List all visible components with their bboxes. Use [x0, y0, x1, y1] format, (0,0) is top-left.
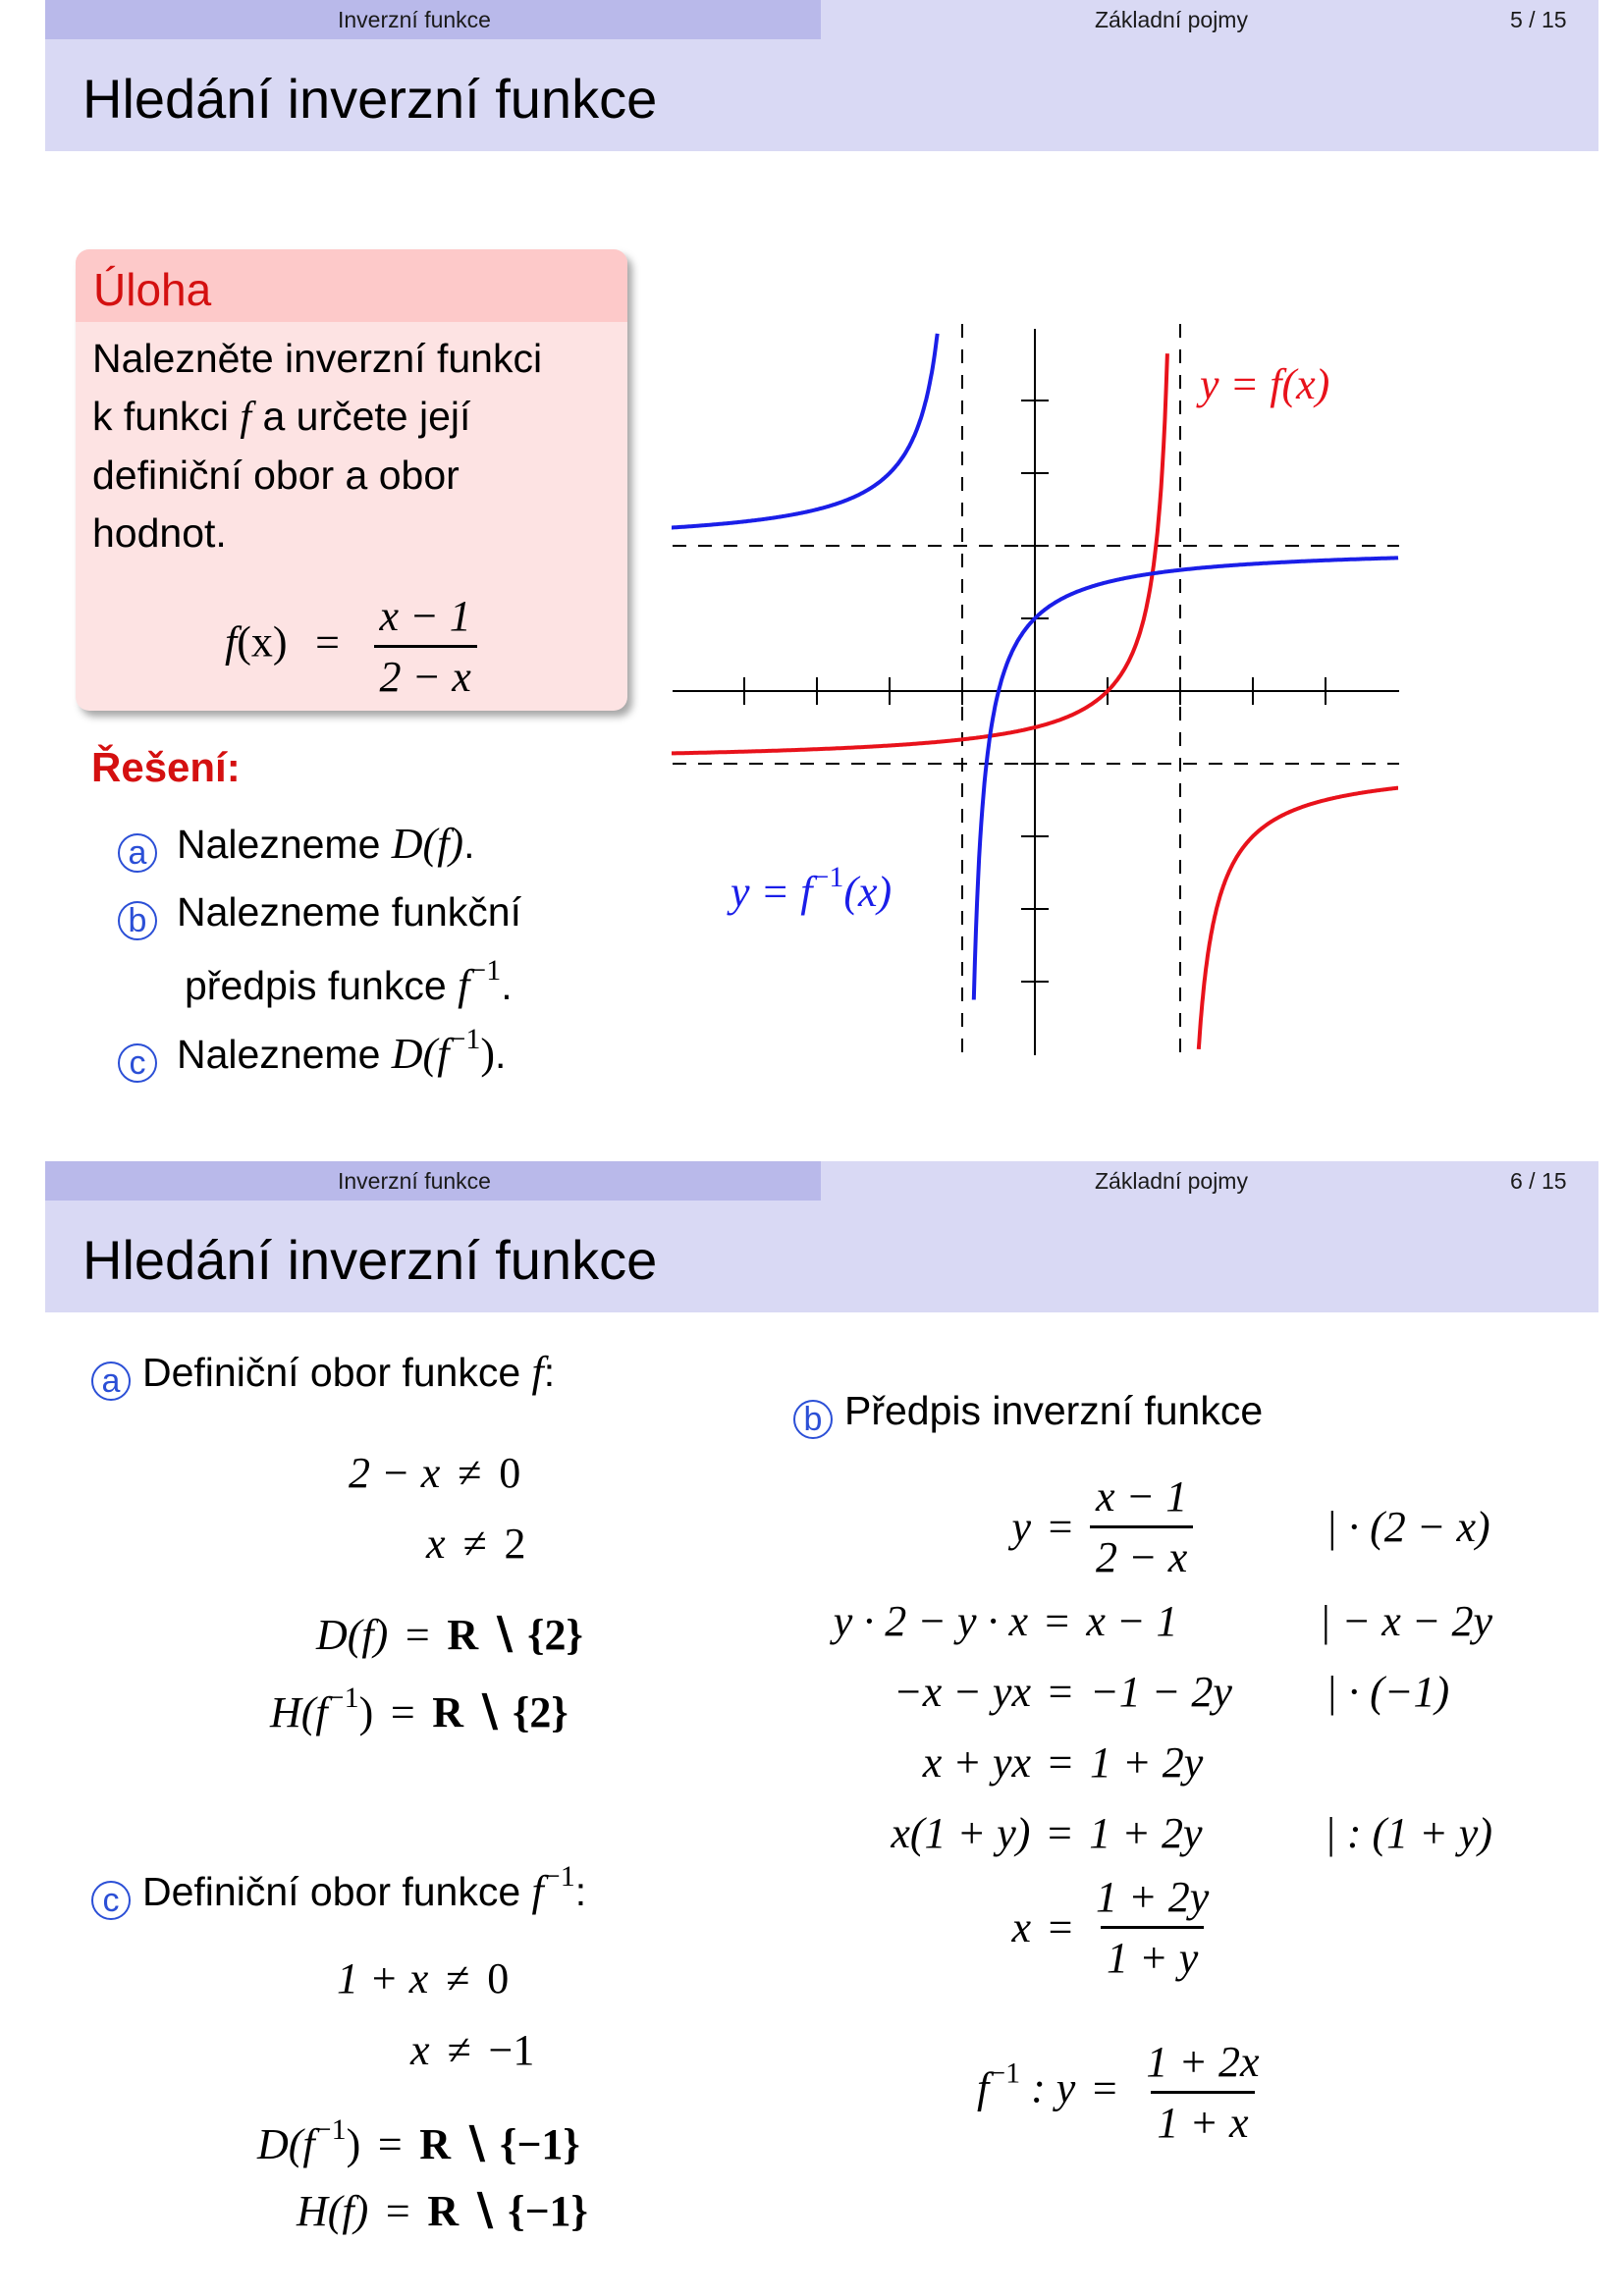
- derivation-row: x = $\frac{1 + 2y}{1 + y}$: [1011, 1872, 1210, 1982]
- part-a-range: $H(f^{-1}) = R$ ∖ {2}: [270, 1682, 568, 1736]
- marker-c-icon: c: [91, 1881, 131, 1920]
- curve-f-left-branch: [672, 353, 1167, 753]
- task-line-4: hodnot.: [92, 510, 227, 556]
- header-subsection: Základní pojmy: [1095, 1168, 1248, 1194]
- part-c-domain: $D(f^{-1}) = R$ ∖ {−1}: [257, 2113, 580, 2168]
- task-formula: f(x) = $\frac{x - 1}{2 - x}$: [225, 591, 483, 702]
- derivation-row: x(1 + y) = 1 + 2y | : (1 + y): [891, 1808, 1492, 1857]
- part-c-eq1: 1 + x ≠ 0: [337, 1954, 510, 2002]
- curve-finv-left-branch: [672, 334, 938, 528]
- label-finv: $y = f^{-1}(x)$: [731, 861, 893, 916]
- part-b-heading: b Předpis inverzní funkce: [793, 1382, 1263, 1440]
- part-a-heading: a Definiční obor funkce f:: [91, 1343, 555, 1402]
- curve-finv-right-branch: [974, 558, 1398, 999]
- marker-a-icon: a: [118, 833, 157, 873]
- task-line-2: k funkci f a určete její: [92, 394, 471, 440]
- task-box: [76, 249, 627, 711]
- task-box-header: [76, 249, 627, 322]
- part-c-heading: c Definiční obor funkce $f^{-1}$:: [91, 1847, 586, 1921]
- marker-b-icon: b: [793, 1400, 833, 1439]
- header-section: Inverzní funkce: [338, 7, 491, 32]
- solution-item-a: a Nalezneme D(f).: [118, 815, 475, 874]
- page-number: 6 / 15: [1510, 1168, 1567, 1194]
- solution-heading: Řešení:: [91, 744, 241, 790]
- label-f: y = f(x): [1200, 360, 1330, 408]
- part-c-eq2: x ≠ −1: [410, 2026, 535, 2074]
- solution-item-c: c Nalezneme $D(f^{-1})$.: [118, 1010, 506, 1084]
- derivation-row: −x − yx = −1 − 2y | · (−1): [893, 1667, 1450, 1716]
- slide-title: Hledání inverzní funkce: [82, 68, 658, 130]
- final-formula: $f^{-1}$ : y = $\frac{1 + 2x}{1 + x}$: [977, 2038, 1260, 2147]
- curve-f-right-branch: [1199, 788, 1398, 1049]
- header-section: Inverzní funkce: [338, 1168, 491, 1194]
- derivation: [785, 1468, 1492, 1986]
- derivation-row: x + yx = 1 + 2y: [922, 1737, 1204, 1787]
- part-a-domain: D(f) = R ∖ {2}: [316, 1611, 583, 1659]
- marker-b-icon: b: [118, 901, 157, 940]
- slide-title: Hledání inverzní funkce: [82, 1229, 658, 1291]
- task-title: Úloha: [93, 264, 212, 315]
- part-c-range: H(f) = R ∖ {−1}: [297, 2187, 588, 2235]
- marker-a-icon: a: [91, 1362, 131, 1401]
- marker-c-icon: c: [118, 1043, 157, 1083]
- title-band: [45, 39, 1598, 151]
- title-band: [45, 1201, 1598, 1312]
- derivation-row: y · 2 − y · x = x − 1 | − x − 2y: [833, 1596, 1492, 1645]
- function-graph: [668, 319, 1404, 1065]
- solution-item-b: b Nalezneme funkční předpis funkce $f^{-1}$.: [118, 883, 521, 1015]
- task-line-3: definiční obor a obor: [92, 453, 460, 498]
- page-number: 5 / 15: [1510, 7, 1567, 32]
- task-line-1: Nalezněte inverzní funkci: [92, 336, 543, 381]
- part-a-eq1: 2 − x ≠ 0: [349, 1449, 521, 1497]
- part-a-eq2: x ≠ 2: [426, 1520, 526, 1568]
- header-subsection: Základní pojmy: [1095, 7, 1248, 32]
- task-text: [92, 330, 613, 562]
- derivation-row: y = $\frac{x - 1}{2 - x}$ | · (2 − x): [1011, 1471, 1490, 1581]
